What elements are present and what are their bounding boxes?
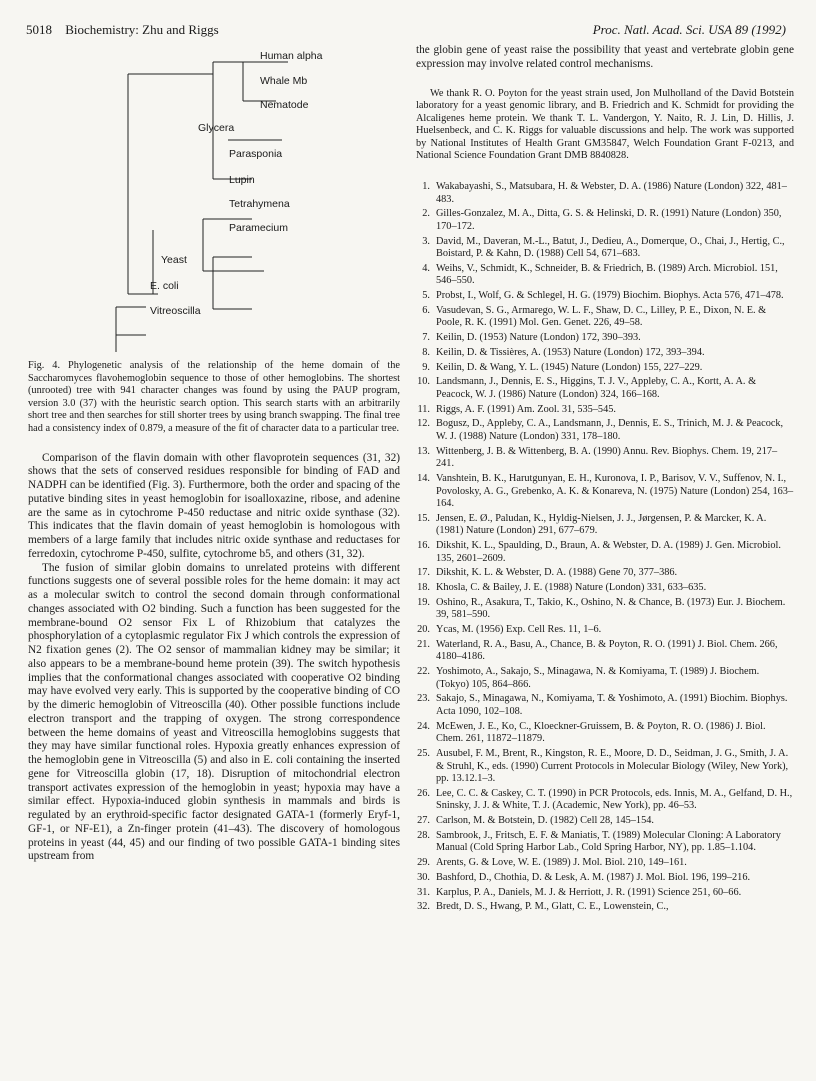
reference-item (416, 788, 794, 813)
reference-number: 18. (417, 582, 430, 594)
reference-text: Khosla, C. & Bailey, J. E. (1988) Nature (London) 331, 633–635. (436, 582, 707, 594)
reference-text: Karplus, P. A., Daniels, M. J. & Herriott, J. R. (1991) Science 251, 60–66. (436, 886, 742, 898)
continuation-text (416, 44, 794, 72)
reference-item (416, 376, 794, 401)
paragraph-continuation: the globin gene of yeast raise the possibility that yeast and vertebrate globin gene expression may involve related control mechanisms. (416, 44, 794, 70)
reference-text: David, M., Daveran, M.-L., Batut, J., Dedieu, A., Domerque, O., Chai, J., Hertig, C., Boistard, P. & Kahn, D. (1988) Cell 54, 671–683. (436, 235, 785, 260)
reference-number: 22. (417, 666, 430, 678)
tree-branches (28, 44, 400, 352)
reference-text: Keilin, D. & Wang, Y. L. (1945) Nature (London) 155, 227–229. (436, 361, 703, 373)
journal-section-title: Biochemistry: Zhu and Riggs (65, 22, 219, 37)
reference-number: 3. (422, 235, 430, 247)
taxon-label: Lupin (229, 174, 255, 186)
reference-item (416, 208, 794, 233)
reference-text: Probst, I., Wolf, G. & Schlegel, H. G. (1979) Biochim. Biophys. Acta 576, 471–478. (436, 290, 784, 302)
reference-number: 21. (417, 638, 430, 650)
reference-item (416, 624, 794, 637)
reference-text: Jensen, E. Ø., Paludan, K., Hyldig-Nielsen, J. J., Jørgensen, P. & Marcker, K. A. (1981) Nature (London) 291, 677–679. (436, 512, 767, 537)
reference-text: Waterland, R. A., Basu, A., Chance, B. & Poyton, R. O. (1991) J. Biol. Chem. 266, 4180–4186. (436, 638, 778, 663)
reference-text: Oshino, R., Asakura, T., Takio, K., Oshino, N. & Chance, B. (1973) Eur. J. Biochem. 39, 581–590. (436, 596, 786, 621)
reference-item (416, 872, 794, 885)
reference-text: Keilin, D. & Tissières, A. (1953) Nature (London) 172, 393–394. (436, 346, 705, 358)
reference-number: 2. (422, 208, 430, 220)
reference-text: Dikshit, K. L., Spaulding, D., Braun, A. & Webster, D. A. (1989) J. Gen. Microbiol. 135, 2601–2609. (436, 540, 781, 564)
reference-item (416, 830, 794, 855)
reference-text: Sambrook, J., Fritsch, E. F. & Maniatis, T. (1989) Molecular Cloning: A Laboratory Manual (Cold Spring Harbor Lab., Cold Spring Harbor, NY), pp. 1.85–1.104. (436, 829, 781, 854)
reference-number: 4. (422, 262, 430, 274)
reference-text: Vasudevan, S. G., Armarego, W. L. F., Shaw, D. C., Lilley, P. E., Dixon, N. E. & Poole, R. K. (1991) Mol. Gen. Genet. 226, 49–58. (436, 304, 767, 329)
reference-number: 10. (417, 376, 430, 388)
reference-item (416, 513, 794, 538)
reference-text: Bashford, D., Chothia, D. & Lesk, A. M. (1987) J. Mol. Biol. 196, 199–216. (436, 871, 751, 883)
reference-text: Sakajo, S., Minagawa, N., Komiyama, T. & Yoshimoto, A. (1991) Biochim. Biophys. Acta 1090, 102–108. (436, 693, 788, 717)
taxon-label: Tetrahymena (229, 198, 290, 210)
reference-number: 14. (417, 472, 430, 484)
reference-item (416, 815, 794, 828)
reference-number: 1. (422, 181, 430, 193)
reference-number: 30. (417, 871, 430, 883)
reference-item (416, 305, 794, 330)
phylogenetic-tree-figure (28, 44, 400, 352)
reference-number: 11. (417, 403, 430, 415)
reference-number: 32. (417, 901, 430, 913)
reference-item (416, 693, 794, 718)
reference-text: Bogusz, D., Appleby, C. A., Landsmann, J., Dennis, E. S., Trinich, M. J. & Peacock, W. J. (1988) Nature (London) 331, 178–180. (436, 418, 784, 442)
taxon-label: Paramecium (229, 222, 288, 234)
taxon-label: Parasponia (229, 148, 283, 160)
reference-number: 31. (417, 886, 430, 898)
reference-number: 6. (422, 304, 430, 316)
reference-number: 12. (417, 418, 430, 430)
reference-text: Wittenberg, J. B. & Wittenberg, B. A. (1990) Annu. Rev. Biophys. Chem. 19, 217–241. (436, 445, 778, 470)
reference-item (416, 236, 794, 261)
taxon-label: Vitreoscilla (150, 305, 201, 317)
reference-text: Riggs, A. F. (1991) Am. Zool. 31, 535–545. (436, 403, 616, 415)
taxon-label: Yeast (161, 254, 187, 266)
reference-item (416, 582, 794, 595)
reference-item (416, 404, 794, 417)
reference-item (416, 540, 794, 565)
reference-item (416, 332, 794, 345)
reference-text: Vanshtein, B. K., Harutgunyan, E. H., Kuronova, I. P., Barisov, V. V., Suffenov, N. I., Povolosky, A. G., Grebenko, A. K. & Konareva, N. (1975) Nature (London) 254, 163–164. (436, 472, 794, 510)
page-number: 5018 (26, 22, 52, 37)
paragraph: Comparison of the flavin domain with other flavoprotein sequences (31, 32) shows that the sets of conserved residues responsible for binding of FAD and NADPH can be identified (Fig. 3). Furthermore, both the order and spacing of the putative binding sites in yeast hemoglobin for isoalloxazine, ribose, and adenine are the same as in cytochrome P-450 reductase and nitric oxide synthase (32). This indicates that the flavin domain of yeast hemoglobin is homologous with members of a large family that includes nitric oxide synthase and reductases for ferredoxin, cytochrome P-450, sulfite, cytochrome b5, and others (31, 32). (28, 451, 400, 560)
taxon-label: Human alpha (260, 50, 323, 62)
paragraph: The fusion of similar globin domains to unrelated proteins with different functions suggests one of several possible roles for the heme domain: it may act as a molecular switch to control the second domain through conformational changes associated with O2 binding. Such a function has been suggested for the membrane-bound O2 sensor Fix L of Rhizobium that catalyzes the phosphorylation of a cytoplasmic regulator Fix J which controls the expression of N2 fixation genes (2). The O2 sensor of mammalian kidney may be similar; it also appears to be a membrane-bound heme protein (39). The switch hypothesis implies that the conformational changes associated with cooperative O2 binding may have evolved very early. This is supported by the cooperative binding of CO by the dimeric hemoglobin of Vitreoscilla (40). Other possible functions include electron transport and the trapping of oxygen. The strong correspondence between the heme domains of yeast and Vitreoscilla hemoglobins suggests that they may have similar functional roles. Hypoxia greatly enhances expression of the hemoglobin gene in Vitreoscilla (5) and also in E. coli containing the inserted gene for Vitreoscilla globin (17, 18). Disruption of mitochondrial electron transport activates expression of the hemoglobin in yeast; hypoxia may have a similar effect. Hypoxia-induced globin synthesis in mammals and birds is regulated by an erythroid-specific factor designated GATA-1 (formerly Eryf-1, GF-1, or NF-E1), a Zn-finger protein (41–43). The discovery of homologous proteins in yeast (44, 45) and our finding of two possible GATA-1 binding sites upstream from (28, 561, 400, 863)
reference-item (416, 446, 794, 471)
reference-item (416, 666, 794, 691)
left-column (28, 44, 400, 864)
reference-item (416, 263, 794, 288)
reference-number: 17. (417, 567, 430, 579)
reference-number: 28. (417, 829, 430, 841)
reference-item (416, 639, 794, 664)
taxon-label: Whale Mb (260, 75, 308, 87)
reference-item (416, 887, 794, 900)
reference-list (416, 181, 794, 914)
reference-text: Dikshit, K. L. & Webster, D. A. (1988) Gene 70, 377–386. (436, 567, 678, 579)
running-header-left (26, 22, 219, 38)
reference-item (416, 473, 794, 511)
reference-text: Gilles-Gonzalez, M. A., Ditta, G. S. & Helinski, D. R. (1991) Nature (London) 350, 170–172. (436, 208, 782, 232)
reference-number: 9. (422, 361, 430, 373)
reference-text: Lee, C. C. & Caskey, C. T. (1990) in PCR Protocols, eds. Innis, M. A., Gelfand, D. H., Sninsky, J. J. & White, T. J. (Academic, New York), pp. 46–53. (436, 787, 793, 812)
reference-number: 15. (417, 512, 430, 524)
reference-item (416, 748, 794, 786)
reference-item (416, 567, 794, 580)
reference-item (416, 901, 794, 914)
reference-number: 29. (417, 857, 430, 869)
running-header-right: Proc. Natl. Acad. Sci. USA 89 (1992) (592, 22, 786, 37)
reference-item (416, 418, 794, 443)
reference-text: Arents, G. & Love, W. E. (1989) J. Mol. Biol. 210, 149–161. (436, 857, 687, 869)
reference-text: Yoshimoto, A., Sakajo, S., Minagawa, N. & Komiyama, T. (1989) J. Biochem. (Tokyo) 105, 864–866. (436, 666, 760, 690)
reference-number: 24. (417, 720, 430, 732)
reference-number: 8. (422, 346, 430, 358)
reference-item (416, 857, 794, 870)
taxon-label: Glycera (198, 122, 235, 134)
reference-item (416, 290, 794, 303)
reference-number: 13. (417, 445, 430, 457)
reference-number: 20. (417, 624, 430, 636)
reference-number: 16. (417, 540, 430, 552)
reference-number: 23. (417, 693, 430, 705)
figure-caption: Fig. 4. Phylogenetic analysis of the relationship of the heme domain of the Saccharomyces flavohemoglobin sequence to those of other hemoglobins. The shortest (unrooted) tree with 941 character changes was found by using the PAUP program, version 3.0 (37) with the heuristic search option. This search starts with an arbitrarily short tree and then searches for still shorter trees by using branch swapping. The final tree had a consistency index of 0.879, a measure of the fit of character data to a particular tree. (28, 360, 400, 434)
reference-item (416, 597, 794, 622)
reference-text: Ausubel, F. M., Brent, R., Kingston, R. E., Moore, D. D., Seidman, J. G., Smith, J. A. & Struhl, K., eds. (1990) Current Protocols in Molecular Biology (Wiley, New York), pp. 13.12.1–3. (436, 747, 789, 785)
taxon-label: E. coli (150, 280, 179, 292)
reference-text: Bredt, D. S., Hwang, P. M., Glatt, C. E., Lowenstein, C., (436, 901, 669, 913)
reference-text: Ycas, M. (1956) Exp. Cell Res. 11, 1–6. (436, 624, 602, 636)
reference-text: Wakabayashi, S., Matsubara, H. & Webster, D. A. (1986) Nature (London) 322, 481–483. (436, 181, 787, 205)
reference-item (416, 181, 794, 206)
reference-item (416, 347, 794, 360)
reference-text: Weihs, V., Schmidt, K., Schneider, B. & Friedrich, B. (1989) Arch. Microbiol. 151, 546–550. (436, 262, 778, 287)
body-text (28, 452, 400, 865)
reference-text: Keilin, D. (1953) Nature (London) 172, 390–393. (436, 332, 641, 344)
reference-item (416, 721, 794, 746)
taxon-label: Nematode (260, 99, 309, 111)
reference-text: McEwen, J. E., Ko, C., Kloeckner-Gruissem, B. & Poyton, R. O. (1986) J. Biol. Chem. 261, 11872–11879. (436, 720, 766, 745)
reference-number: 7. (422, 332, 430, 344)
reference-number: 25. (417, 747, 430, 759)
reference-number: 27. (417, 815, 430, 827)
reference-number: 19. (417, 596, 430, 608)
right-column (416, 44, 794, 916)
reference-number: 26. (417, 787, 430, 799)
reference-item (416, 362, 794, 375)
acknowledgments: We thank R. O. Poyton for the yeast strain used, Jon Mulholland of the David Botstein laboratory for a yeast genomic library, and B. Friedrich and K. Schmidt for providing the Alcaligenes heme protein. We thank T. L. Vandergon, Y. Naito, R. J. Lin, D. Hillis, J. Huelsenbeck, and C. K. Riggs for valuable discussions and help. The work was supported by National Institutes of Health Grant GM35847, Welch Foundation Grant F-0213, and National Science Foundation Grant DMB 8840828. (416, 87, 794, 162)
reference-text: Landsmann, J., Dennis, E. S., Higgins, T. J. V., Appleby, C. A., Kortt, A. A. & Peacock, W. J. (1986) Nature (London) 324, 166–168. (436, 376, 757, 400)
reference-text: Carlson, M. & Botstein, D. (1982) Cell 28, 145–154. (436, 815, 654, 827)
reference-number: 5. (422, 290, 430, 302)
